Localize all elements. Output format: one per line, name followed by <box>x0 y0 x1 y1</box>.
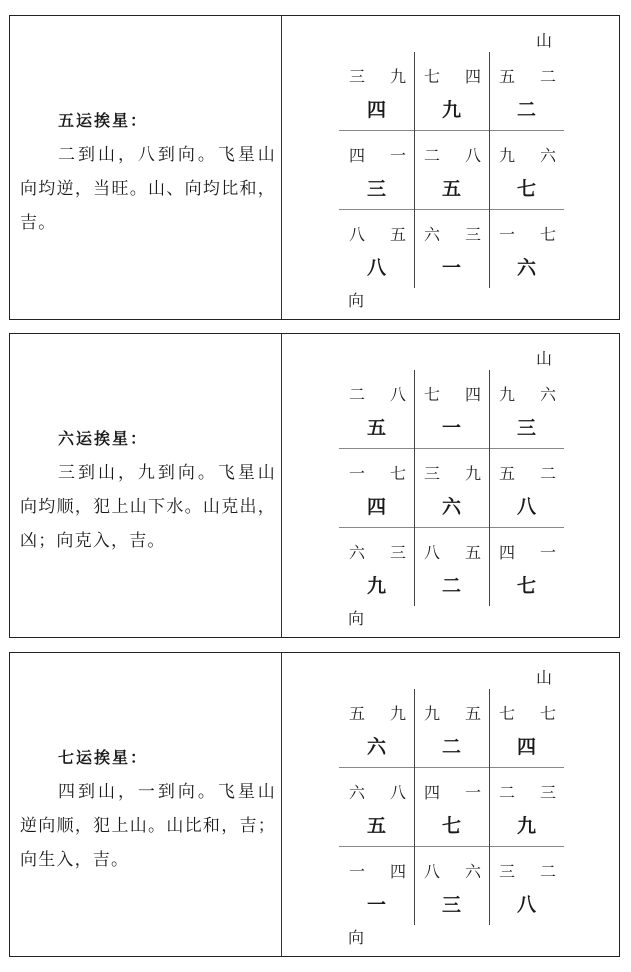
mountain-star: 九 <box>499 385 516 404</box>
facing-star: 四 <box>464 67 481 86</box>
mountain-label: 山 <box>536 31 553 50</box>
facing-star: 一 <box>464 783 481 802</box>
grid-cell <box>489 370 564 448</box>
mountain-star: 九 <box>424 704 441 723</box>
mountain-star: 一 <box>349 862 366 881</box>
facing-star: 七 <box>539 704 556 723</box>
mountain-star: 七 <box>424 385 441 404</box>
base-star: 七 <box>516 575 536 597</box>
mountain-star: 三 <box>499 862 516 881</box>
base-star: 八 <box>366 257 386 279</box>
facing-star: 八 <box>389 385 406 404</box>
flying-star-chart <box>282 653 619 956</box>
grid-cell <box>414 689 489 767</box>
panel-description: 四到山，一到向。飞星山逆向顺，犯上山。山比和，吉；向生入，吉。 <box>20 782 276 870</box>
facing-star: 三 <box>539 783 556 802</box>
base-star: 九 <box>366 575 386 597</box>
mountain-star: 二 <box>499 783 516 802</box>
base-star: 四 <box>516 736 536 758</box>
panel-five-yun <box>9 15 620 320</box>
base-star: 八 <box>516 894 536 916</box>
facing-star: 八 <box>389 783 406 802</box>
grid-cell <box>414 131 489 209</box>
facing-star: 九 <box>464 464 481 483</box>
mountain-star: 三 <box>424 464 441 483</box>
facing-star: 五 <box>389 225 406 244</box>
mountain-star: 五 <box>499 464 516 483</box>
star-grid <box>339 370 564 606</box>
grid-cell <box>339 210 414 288</box>
grid-cell <box>489 449 564 527</box>
facing-star: 二 <box>539 464 556 483</box>
facing-star: 三 <box>389 543 406 562</box>
facing-star: 四 <box>464 385 481 404</box>
panel-description: 二到山，八到向。飞星山向均逆，当旺。山、向均比和，吉。 <box>20 145 276 233</box>
grid-cell <box>339 370 414 448</box>
grid-cell <box>339 768 414 846</box>
grid-cell <box>414 528 489 606</box>
base-star: 六 <box>366 736 386 758</box>
base-star: 五 <box>441 178 461 200</box>
base-star: 五 <box>366 815 386 837</box>
mountain-star: 二 <box>424 146 441 165</box>
panel-title: 五运挨星： <box>58 111 149 130</box>
grid-cell <box>414 449 489 527</box>
base-star: 七 <box>516 178 536 200</box>
grid-cell <box>339 131 414 209</box>
grid-cell <box>414 52 489 130</box>
grid-cell <box>414 210 489 288</box>
base-star: 七 <box>441 815 461 837</box>
base-star: 六 <box>516 257 536 279</box>
facing-label: 向 <box>348 928 365 947</box>
base-star: 三 <box>516 417 536 439</box>
facing-star: 二 <box>539 67 556 86</box>
grid-cell <box>414 847 489 925</box>
grid-cell <box>489 52 564 130</box>
facing-star: 二 <box>539 862 556 881</box>
mountain-star: 七 <box>499 704 516 723</box>
grid-cell <box>414 768 489 846</box>
panel-left-text <box>10 653 282 956</box>
grid-cell <box>339 847 414 925</box>
facing-star: 七 <box>389 464 406 483</box>
base-star: 二 <box>441 736 461 758</box>
panel-title: 七运挨星： <box>58 748 149 767</box>
base-star: 一 <box>441 417 461 439</box>
mountain-star: 一 <box>499 225 516 244</box>
flying-star-chart <box>282 334 619 637</box>
base-star: 二 <box>516 99 536 121</box>
mountain-star: 八 <box>349 225 366 244</box>
mountain-star: 三 <box>349 67 366 86</box>
grid-cell <box>489 528 564 606</box>
facing-star: 九 <box>389 67 406 86</box>
panel-six-yun <box>9 333 620 638</box>
base-star: 一 <box>366 894 386 916</box>
mountain-label: 山 <box>536 668 553 687</box>
grid-cell <box>489 210 564 288</box>
mountain-star: 八 <box>424 862 441 881</box>
mountain-star: 五 <box>349 704 366 723</box>
grid-cell <box>489 768 564 846</box>
grid-cell <box>339 528 414 606</box>
mountain-star: 五 <box>499 67 516 86</box>
base-star: 二 <box>441 575 461 597</box>
panel-seven-yun <box>9 652 620 957</box>
mountain-star: 四 <box>424 783 441 802</box>
base-star: 三 <box>441 894 461 916</box>
grid-cell <box>489 689 564 767</box>
grid-cell <box>339 689 414 767</box>
mountain-star: 六 <box>349 543 366 562</box>
panel-title: 六运挨星： <box>58 429 149 448</box>
base-star: 九 <box>441 99 461 121</box>
mountain-label: 山 <box>536 349 553 368</box>
base-star: 八 <box>516 496 536 518</box>
flying-star-chart <box>282 16 619 319</box>
grid-cell <box>489 131 564 209</box>
base-star: 九 <box>516 815 536 837</box>
mountain-star: 四 <box>349 146 366 165</box>
mountain-star: 六 <box>424 225 441 244</box>
grid-cell <box>489 847 564 925</box>
star-grid <box>339 52 564 288</box>
facing-label: 向 <box>348 291 365 310</box>
mountain-star: 一 <box>349 464 366 483</box>
panel-left-text <box>10 334 282 637</box>
mountain-star: 七 <box>424 67 441 86</box>
base-star: 三 <box>366 178 386 200</box>
facing-star: 五 <box>464 704 481 723</box>
facing-star: 六 <box>464 862 481 881</box>
facing-star: 一 <box>389 146 406 165</box>
mountain-star: 八 <box>424 543 441 562</box>
base-star: 一 <box>441 257 461 279</box>
base-star: 四 <box>366 496 386 518</box>
mountain-star: 二 <box>349 385 366 404</box>
facing-star: 六 <box>539 146 556 165</box>
mountain-star: 九 <box>499 146 516 165</box>
facing-star: 九 <box>389 704 406 723</box>
facing-label: 向 <box>348 609 365 628</box>
facing-star: 七 <box>539 225 556 244</box>
grid-cell <box>339 52 414 130</box>
facing-star: 八 <box>464 146 481 165</box>
star-grid <box>339 689 564 925</box>
facing-star: 四 <box>389 862 406 881</box>
facing-star: 六 <box>539 385 556 404</box>
facing-star: 三 <box>464 225 481 244</box>
facing-star: 一 <box>539 543 556 562</box>
mountain-star: 四 <box>499 543 516 562</box>
base-star: 六 <box>441 496 461 518</box>
base-star: 四 <box>366 99 386 121</box>
grid-cell <box>339 449 414 527</box>
grid-cell <box>414 370 489 448</box>
panel-left-text <box>10 16 282 319</box>
facing-star: 五 <box>464 543 481 562</box>
mountain-star: 六 <box>349 783 366 802</box>
panel-description: 三到山，九到向。飞星山向均顺，犯上山下水。山克出，凶；向克入，吉。 <box>20 463 276 551</box>
base-star: 五 <box>366 417 386 439</box>
